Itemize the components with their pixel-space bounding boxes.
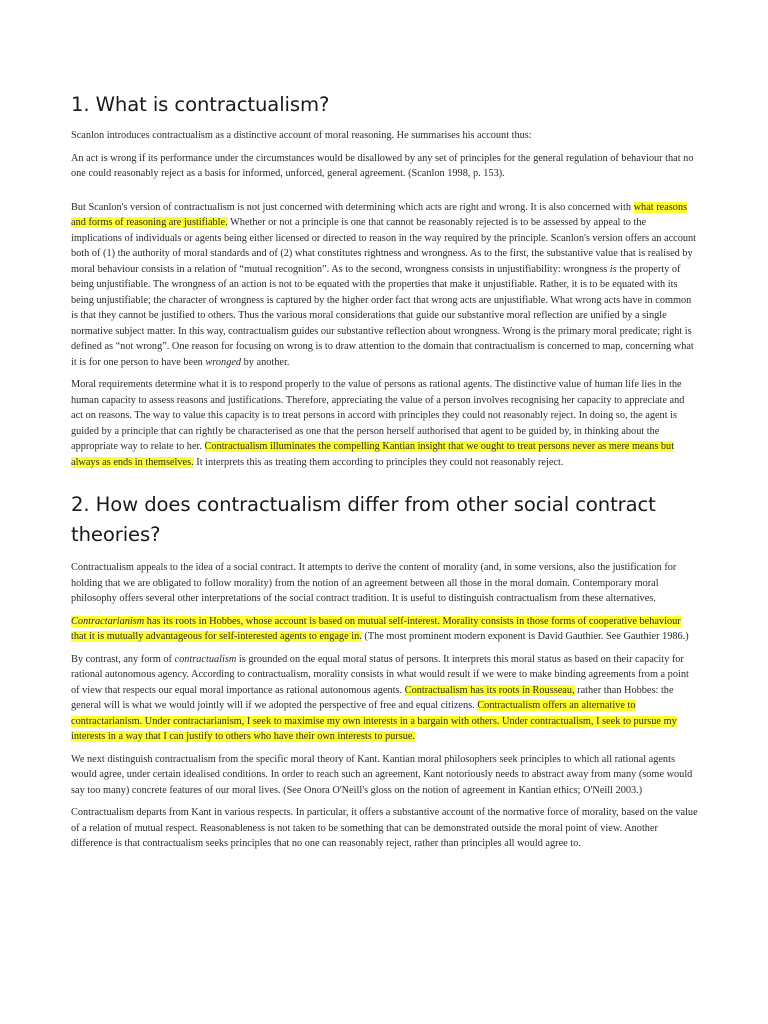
- text-run: rather than Hobbes: the general will is what we would jointly will if we adopted the perspective of free and equal citizens.: [71, 684, 674, 711]
- highlighted-text: what reasons and forms of reasoning are justifiable.: [71, 201, 688, 228]
- highlighted-text: Contractualism has its roots in Rousseau,: [404, 684, 575, 696]
- section-1-heading: 1. What is contractualism?: [71, 93, 330, 116]
- section-1-quote: An act is wrong if its performance under the circumstances would be disallowed by any set of principles for the general regulation of behaviour that no one could reasonably reject as a basis for informed, unforced, general agreement. (Scanlon 1998, p. 153).: [71, 152, 694, 179]
- emphasis-text: wronged: [205, 356, 242, 368]
- section-1-paragraph-4: [71, 377, 698, 470]
- text-run: By contrast, any form of: [71, 653, 175, 665]
- section-2-paragraph-5: Contractualism departs from Kant in various respects. In particular, it offers a substantive account of the normative force of morality, based on the value of a relation of mutual respect. Reasonableness is not taken to be something that can be demonstrated outside the moral point of view. Another difference is that contractualism seeks principles that no one can reasonably reject, rather than principles all would agree to.: [71, 807, 698, 849]
- text-run: (The most prominent modern exponent is David Gauthier. See Gauthier 1986.): [361, 631, 689, 642]
- section-2-heading: 2. How does contractualism differ from other social contract theories?: [71, 493, 656, 546]
- highlighted-text: Contractualism illuminates the compelling Kantian insight that we ought to treat persons never as mere means but always as ends in themselves.: [71, 441, 675, 468]
- text-run: It interprets this as treating them according to principles they could not reasonably reject.: [193, 456, 564, 468]
- text-run: Whether or not a principle is one that cannot be reasonably rejected is to be assessed by appeal to the implications of individuals or agents being either licensed or directed to reason in the way required by the principle. Scanlon's version offers an account both of (1) the authority of moral standards and of (2) what constitutes rightness and wrongness. As to the first, the substantive value that is realised by moral behaviour consists in a relation of “mutual recognition”. As to the second, wrongness consists in unjustifiability: wrongness: [71, 217, 697, 275]
- section-2-paragraph-4: We next distinguish contractualism from the specific moral theory of Kant. Kantian moral philosophers seek principles to which all rational agents would agree, under certain idealised conditions. In order to reach such an agreement, Kant notoriously needs to abstract away from many (some would say too many) concrete features of our moral lives. (See Onora O'Neill's gloss on the notion of agreement in Kantian ethics; O'Neill 2003.): [71, 753, 693, 796]
- emphasis-text: is: [609, 263, 617, 275]
- section-1-paragraph-1: Scanlon introduces contractualism as a distinctive account of moral reasoning. He summarises his account thus:: [71, 130, 532, 141]
- section-1-paragraph-3: [71, 200, 698, 371]
- article-body: [71, 90, 698, 859]
- text-run: Moral requirements determine what it is to respond properly to the value of persons as rational agents. The distinctive value of human life lies in the human capacity to assess reasons and justifications. Therefore, appreciating the value of a person involves recognising her capacity to appreciate and act on reasons. The way to value this capacity is to treat persons in accord with principles they could not reasonably reject. In doing so, the agent is guided by a principle that can rightly be characterised as one that the person herself authorised that agent to be guided by, in thinking about the appropriate way to relate to her.: [71, 379, 685, 452]
- highlighted-text: has its roots in Hobbes, whose account is based on mutual self-interest. Morality consists in those forms of cooperative behaviour that it is mutually advantageous for self-interested agents to engage in.: [71, 615, 681, 642]
- section-2-paragraph-3: [71, 652, 698, 745]
- text-run: the property of being unjustifiable. The wrongness of an action is not to be equated with the properties that make it unjustifiable. Rather, it is to be equated with its being unjustifiable; the character of wrongness is captured by the higher order fact that wrong acts are unjustifiable. What wrong acts have in common is that they cannot be justified to others. Thus the various moral considerations that guide our substantive moral reflection are unified by a single normative subject matter. In this way, contractualism guides our substantive reflection about wrongness. Wrong is the primary moral predicate; right is defined as “not wrong”. One reason for focusing on wrong is to draw attention to the domain that contractualism is concerned to map, concerning what it is for one person to have been: [71, 263, 694, 368]
- text-run: is grounded on the equal moral status of persons. It interprets this moral status as based on their capacity for rational autonomous agency. According to contractualism, morality consists in what would result if we were to make binding agreements from a point of view that respects our equal moral importance as rational autonomous agents.: [71, 653, 689, 696]
- text-run: by another.: [241, 356, 290, 368]
- section-2-paragraph-1: Contractualism appeals to the idea of a social contract. It attempts to derive the content of morality (and, in some versions, also the justification for holding that we are obligated to follow morality) from the notion of an agreement between all those in the moral domain. Contemporary moral philosophy offers several other interpretations of the social contract tradition. It is useful to distinguish contractualism from these alternatives.: [71, 562, 677, 604]
- emphasis-text: contractualism: [174, 653, 237, 665]
- text-run: But Scanlon's version of contractualism is not just concerned with determining which acts are right and wrong. It is also concerned with: [71, 201, 634, 213]
- emphasis-text: Contractarianism: [71, 615, 145, 627]
- highlighted-text: Contractualism offers an alternative to contractarianism. Under contractarianism, I seek to maximise my own interests in a bargain with others. Under contractualism, I seek to pursue my interests in a way that I can justify to others who have their own interests to pursue.: [71, 700, 677, 742]
- section-2-paragraph-2: [71, 614, 698, 645]
